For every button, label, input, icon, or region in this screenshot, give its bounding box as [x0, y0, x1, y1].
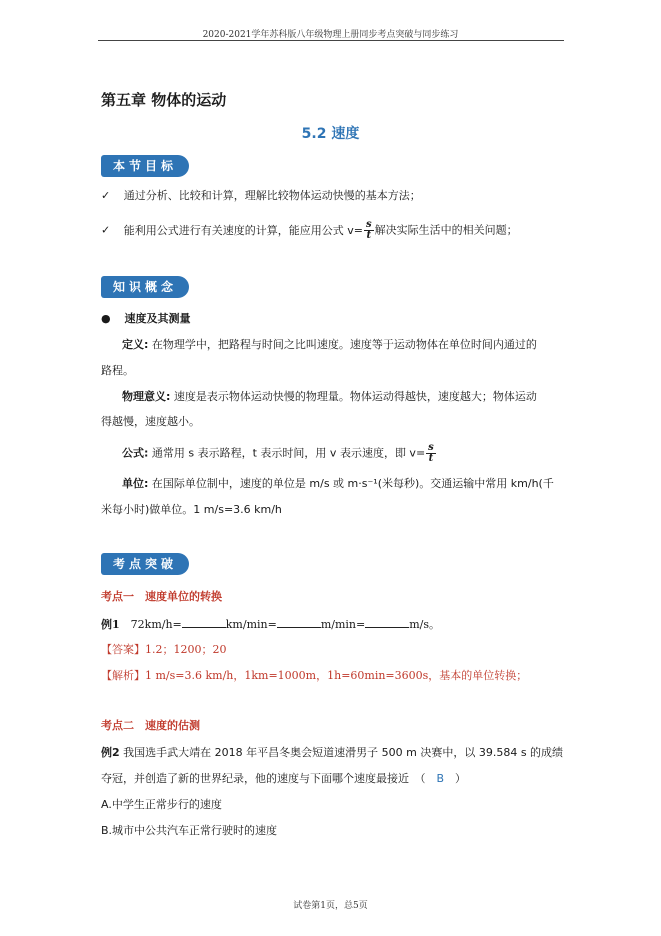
- concept-heading: ● 速度及其测量: [101, 312, 191, 325]
- check-icon: ✓: [101, 223, 111, 237]
- concepts-badge: 知识概念: [101, 276, 189, 298]
- definition-line-2: 路程。: [101, 364, 134, 377]
- speed-formula-fraction: $\frac{s}{t}$: [365, 219, 372, 241]
- example-2-line-2: 夺冠，并创造了新的世界纪录，他的速度与下面哪个速度最接近 （ B ）: [101, 772, 467, 785]
- example-2-answer: B: [436, 772, 445, 785]
- breakthrough-badge: 考点突破: [101, 553, 189, 575]
- point-2-title: 考点二 速度的估测: [101, 719, 200, 732]
- example-2-line-1: 例2 我国选手武大靖在 2018 年平昌冬奥会短道速滑男子 500 m 决赛中，以 39.584 s 的成绩: [101, 746, 564, 759]
- option-b: B.城市中公共汽车正常行驶时的速度: [101, 824, 278, 837]
- unit-line-2: 米每小时)做单位。1 m/s=3.6 km/h: [101, 503, 282, 516]
- section-title: 5.2 速度: [301, 126, 360, 142]
- point-1-title: 考点一 速度单位的转换: [101, 590, 222, 603]
- definition-line-1: 定义: 在物理学中，把路程与时间之比叫速度。速度等于运动物体在单位时间内通过的: [122, 338, 537, 351]
- meaning-line-2: 得越慢，速度越小。: [101, 415, 200, 428]
- objective-item-1: ✓ 通过分析、比较和计算，理解比较物体运动快慢的基本方法；: [101, 189, 421, 202]
- unit-line-1: 单位: 在国际单位制中，速度的单位是 m/s 或 m·s⁻¹(米每秒)。交通运输中常用 km/h(千: [122, 477, 554, 490]
- example-1: 例1 72km/h= km/min= m/min= m/s。: [101, 618, 441, 631]
- answer-1: 【答案】1.2；1200；20: [101, 643, 227, 656]
- answer-blank: [277, 617, 321, 628]
- formula-line: 公式: 通常用 s 表示路程，t 表示时间，用 v 表示速度，即 v= $\frac{s}{t}$: [122, 442, 434, 464]
- chapter-title: 第五章 物体的运动: [101, 91, 227, 109]
- answer-blank: [365, 617, 409, 628]
- objective-item-2: ✓ 能利用公式进行有关速度的计算，能应用公式 v= $\frac{s}{t}$ 解决实际生活中的相关问题；: [101, 219, 518, 241]
- speed-formula-fraction: $\frac{s}{t}$: [428, 442, 434, 464]
- option-a: A.中学生正常步行的速度: [101, 798, 222, 811]
- check-icon: ✓: [101, 189, 111, 202]
- bullet-icon: ●: [101, 312, 111, 325]
- page-footer: 试卷第1页，总5页: [293, 901, 368, 911]
- header-divider: [98, 40, 564, 41]
- objectives-badge: 本节目标: [101, 155, 189, 177]
- page-header: 2020-2021学年苏科版八年级物理上册同步考点突破与同步练习: [202, 30, 459, 40]
- answer-blank: [182, 617, 226, 628]
- meaning-line-1: 物理意义: 速度是表示物体运动快慢的物理量。物体运动得越快，速度越大；物体运动: [122, 390, 537, 403]
- analysis-1: 【解析】1 m/s=3.6 km/h，1km=1000m，1h=60min=3600s，基本的单位转换；: [101, 669, 528, 682]
